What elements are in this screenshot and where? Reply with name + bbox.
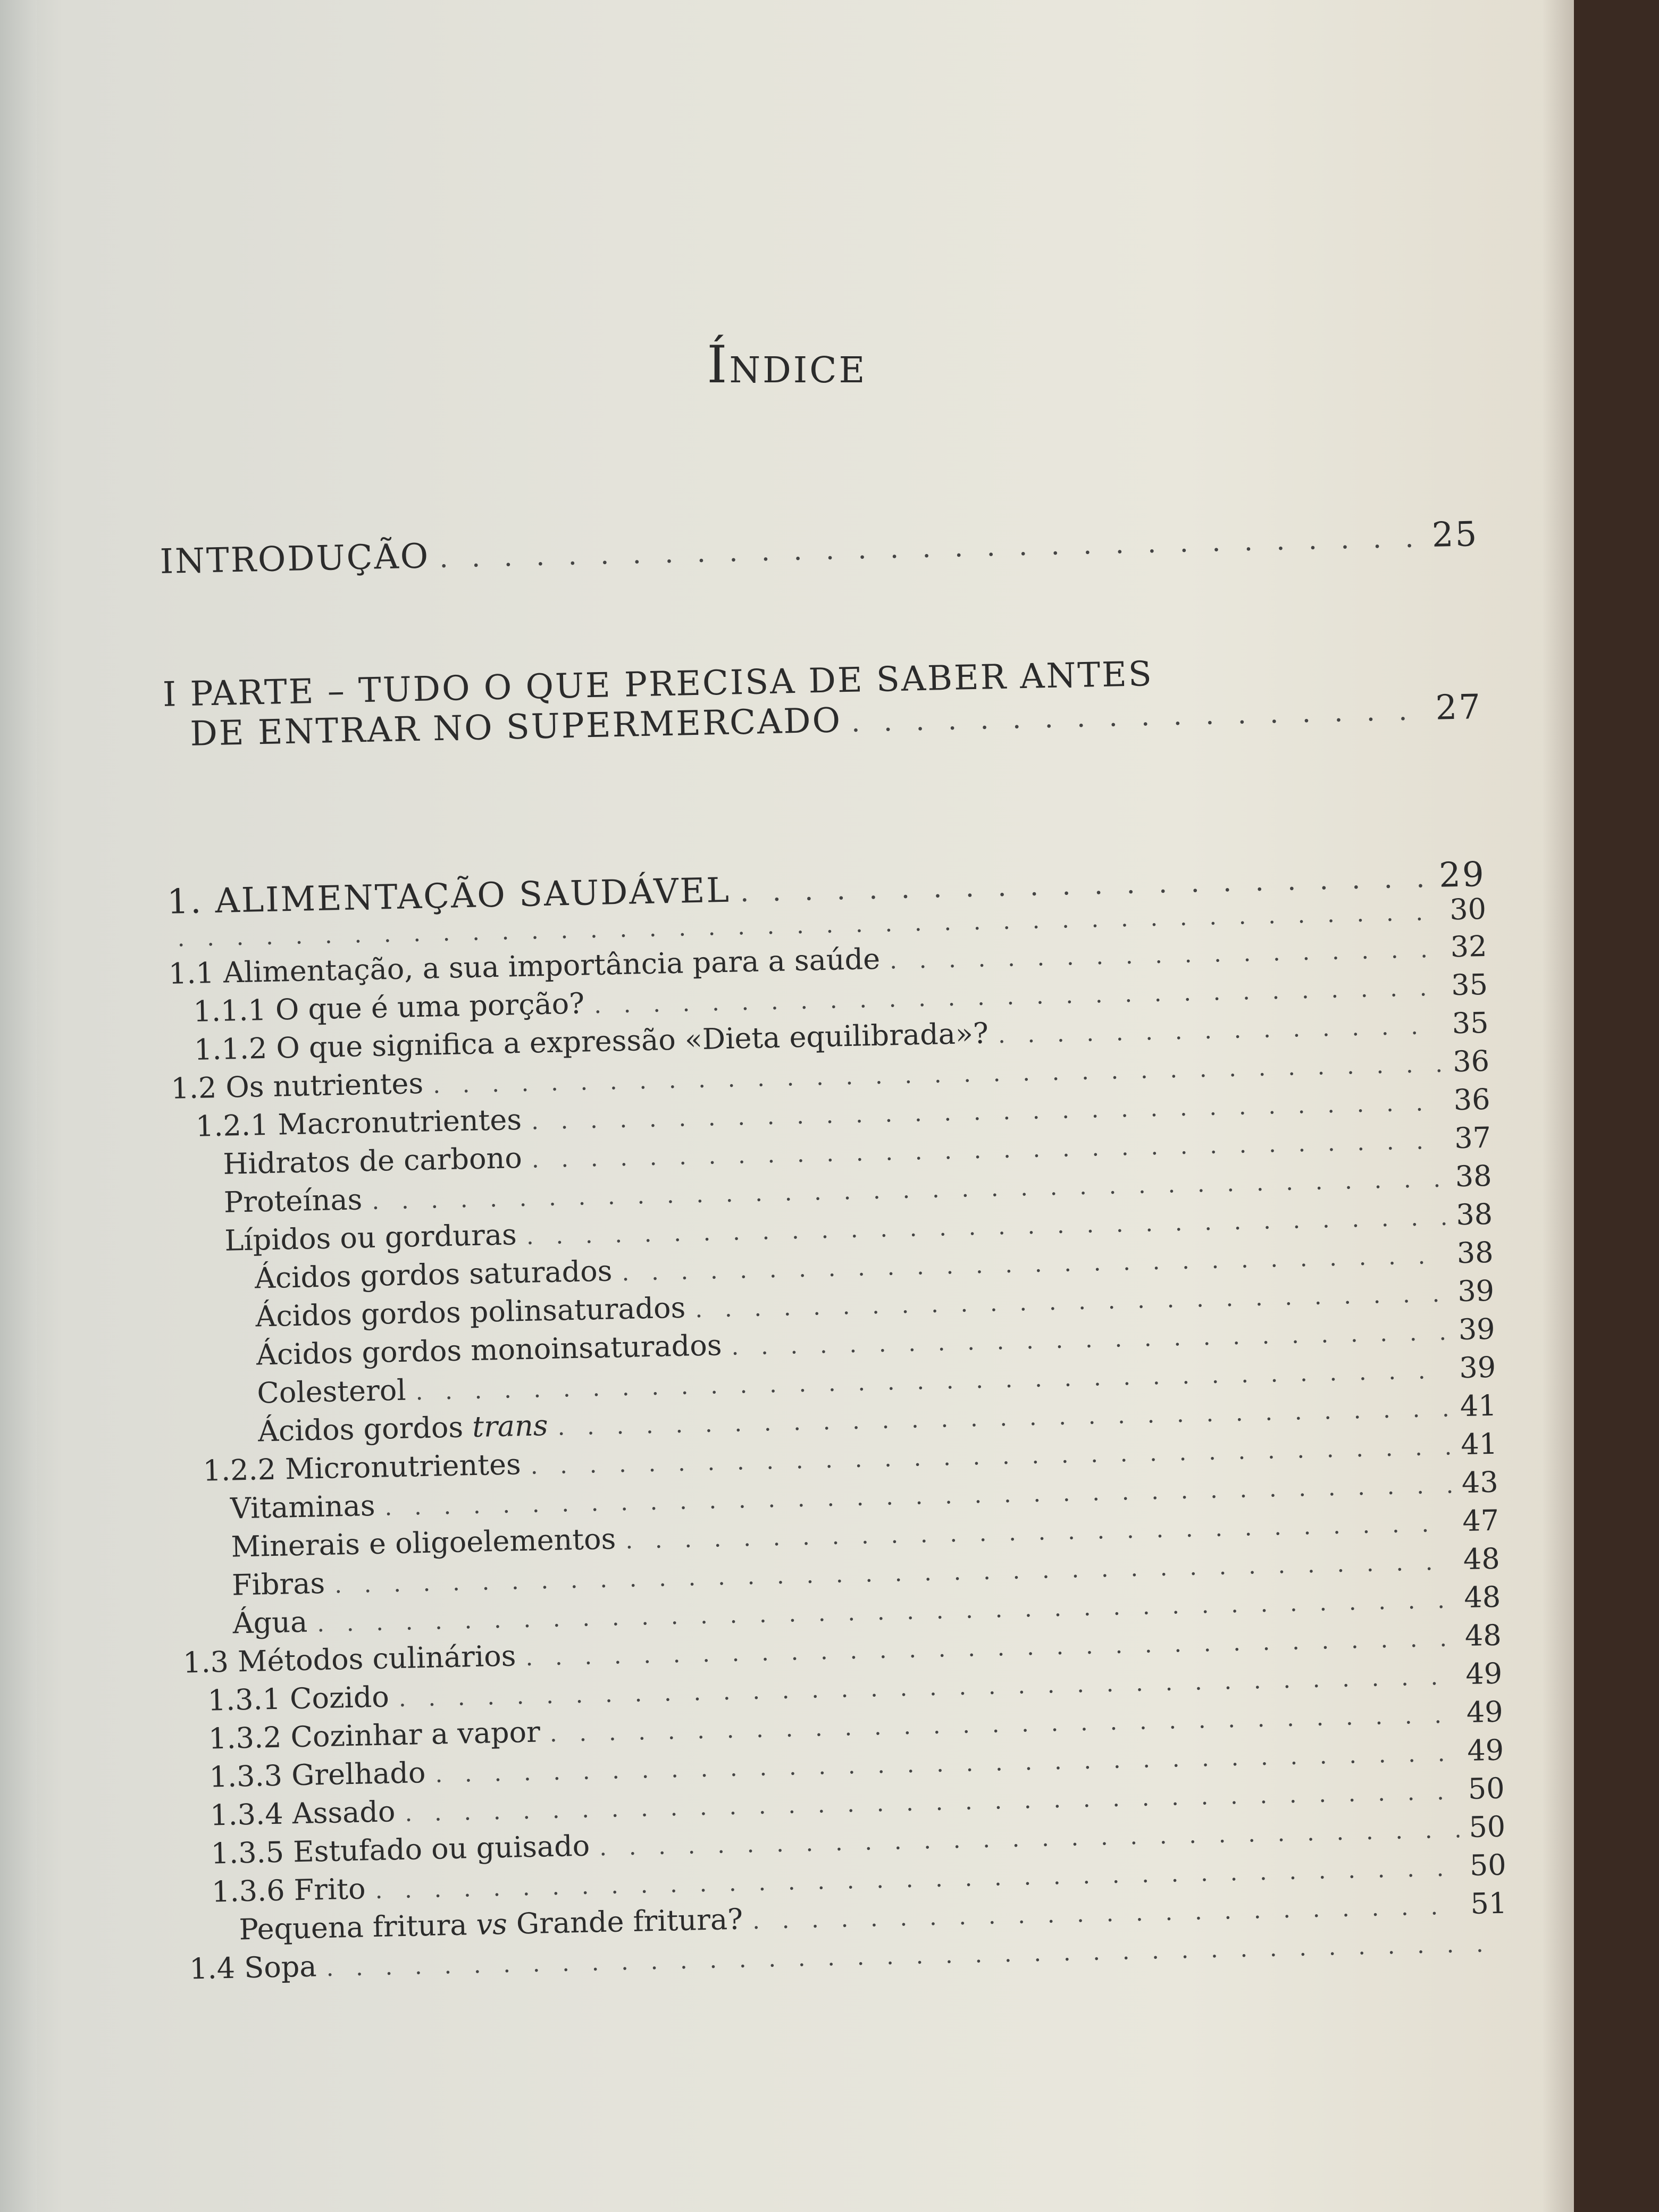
toc-entry-label: 1.2.1 Macronutrientes (195, 1102, 522, 1143)
toc-entry-page: 49 (1467, 1733, 1504, 1767)
toc-entry-label: INTRODUÇÃO (160, 537, 430, 582)
toc-entry-page: 49 (1465, 1656, 1503, 1691)
toc-entry-page: 48 (1463, 1541, 1501, 1577)
page-gutter (0, 0, 37, 2212)
toc-entry-label: 1.3.6 Frito (211, 1872, 366, 1909)
toc-entry-label: 1.3.3 Grelhado (208, 1756, 426, 1794)
toc-entry-page: 39 (1459, 1350, 1496, 1385)
toc-entry-page: 39 (1458, 1312, 1496, 1347)
toc-entry-page: 36 (1453, 1082, 1491, 1117)
toc-entry-label: DE ENTRAR NO SUPERMERCADO (189, 701, 842, 754)
toc-entry-page: 50 (1468, 1809, 1506, 1844)
toc-entry-label: Ácidos gordos monoinsaturados (256, 1328, 723, 1372)
toc-entry-label: Pequena fritura vs Grande fritura? (239, 1902, 743, 1947)
toc-entry-page: 43 (1461, 1465, 1499, 1500)
table-of-contents (160, 515, 1507, 1986)
toc-entry-page: 50 (1469, 1848, 1507, 1882)
toc-entry-page: 49 (1466, 1695, 1504, 1730)
page-title: Índice (707, 335, 867, 395)
toc-entry-label: I PARTE – TUDO O QUE PRECISA DE SABER ANTES (162, 654, 1154, 715)
toc-entry-label: Ácidos gordos polinsaturados (255, 1291, 686, 1334)
toc-entry-label: 1.1 Alimentação, a sua importância para a saúde (168, 942, 881, 991)
toc-entry-label: Lípidos ou gorduras (224, 1218, 517, 1258)
toc-entry-page: 30 (1449, 892, 1487, 927)
toc-entry-label: 1.2 Os nutrientes (170, 1066, 424, 1105)
toc-entry-label: 1.4 Sopa (189, 1949, 317, 1986)
page-edge-shadow (1542, 0, 1574, 2212)
toc-entry-page: 37 (1454, 1120, 1492, 1155)
toc-entry-page: 39 (1457, 1273, 1495, 1309)
leader-dots (439, 522, 1423, 574)
toc-entry-label: 1.3.1 Cozido (207, 1680, 390, 1717)
toc-entry-page: 29 (1438, 854, 1486, 895)
toc-entry-page: 35 (1451, 967, 1488, 1002)
toc-entry-page: 38 (1456, 1235, 1494, 1270)
toc-entry-label: Fibras (231, 1566, 325, 1602)
toc-entry-label: Colesterol (256, 1373, 407, 1410)
toc-entry-label: 1.3.5 Estufado ou guisado (211, 1829, 590, 1871)
toc-entry-label: Água (232, 1605, 308, 1640)
leader-dots (890, 936, 1442, 975)
toc-entry-page: 51 (1470, 1886, 1507, 1921)
toc-entry-page: 47 (1462, 1503, 1499, 1538)
toc-entry-page: 48 (1463, 1580, 1501, 1615)
toc-entry-label: 1.2.2 Micronutrientes (202, 1447, 522, 1488)
toc-entry-page: 27 (1435, 687, 1482, 728)
toc-entry-label: Minerais e oligoelementos (230, 1522, 616, 1564)
toc-entry-label: 1.1.1 O que é uma porção? (192, 986, 585, 1028)
toc-entry-page: 32 (1450, 929, 1488, 964)
leader-dots (998, 1013, 1443, 1049)
toc-entry-label: Ácidos gordos trans (257, 1409, 549, 1448)
toc-entry-page: 41 (1460, 1388, 1497, 1423)
toc-entry-label: 1.1.2 O que significa a expressão «Dieta equilibrada»? (194, 1016, 989, 1067)
leader-dots (851, 694, 1426, 739)
toc-entry-introducao (160, 515, 1479, 582)
toc-entry-page: 50 (1468, 1771, 1505, 1806)
toc-entry-label: Hidratos de carbono (222, 1141, 523, 1181)
toc-entry-page: 41 (1460, 1427, 1498, 1462)
toc-entry-page: 48 (1464, 1618, 1502, 1653)
toc-entry-page: 36 (1452, 1044, 1490, 1079)
toc-entry-page: 35 (1452, 1006, 1489, 1041)
toc-entry-page: 25 (1431, 515, 1479, 555)
toc-entry-page: 38 (1455, 1197, 1493, 1232)
toc-entry-label: 1.3.2 Cozinhar a vapor (208, 1715, 541, 1756)
toc-entry-label: Proteínas (223, 1183, 363, 1219)
toc-entry-page: 38 (1455, 1159, 1493, 1194)
toc-entry-label: 1.3.4 Assado (210, 1795, 396, 1832)
toc-entry-label: Vitaminas (230, 1488, 376, 1526)
toc-entry-label: Ácidos gordos saturados (254, 1254, 613, 1295)
toc-entry-label: 1.3 Métodos culinários (182, 1639, 516, 1680)
toc-entry-label: 1. ALIMENTAÇÃO SAUDÁVEL (166, 870, 731, 922)
